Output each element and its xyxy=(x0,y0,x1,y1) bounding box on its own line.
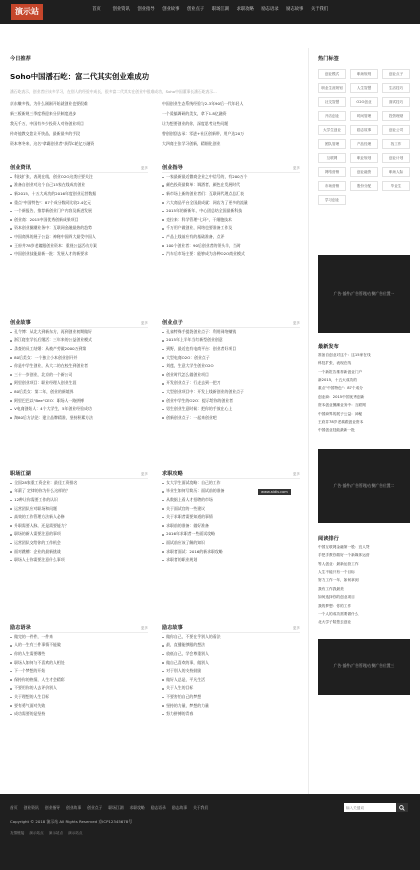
latest-item[interactable]: 中国创业技能最新一批 xyxy=(318,428,355,433)
hot-item[interactable]: 中国创业生态系统经验与2-3年90后一代年轻人 xyxy=(162,101,244,107)
nav-item-0[interactable]: 首页 xyxy=(92,7,101,12)
latest-item[interactable]: 重点"中国特色"：87个成分 xyxy=(318,386,363,391)
site-logo[interactable] xyxy=(10,4,60,20)
list-item[interactable]: 你是中学生创业，从大二的在校生到创业者 xyxy=(10,362,148,371)
list-item[interactable]: 中国商界的展子公益：神秘中国四大最受中国人 xyxy=(10,233,148,242)
list-item[interactable]: 做完的一件件，一件来 xyxy=(10,633,148,642)
featured-headline[interactable]: Soho中国潘石屹：富二代其实创业难成功 xyxy=(10,72,149,81)
latest-item[interactable]: 王府井78岁老翁跟创业资本 xyxy=(318,420,364,424)
list-item[interactable]: 科技扩张，表现在线，创业O2O这类应要关注 xyxy=(10,173,148,182)
list-item[interactable]: 你的人生需要哪些 xyxy=(10,650,148,659)
more-link[interactable]: 更多 xyxy=(292,471,300,476)
nav-item-9[interactable]: 关于我们 xyxy=(310,7,329,12)
tag-item[interactable]: 职场规则 xyxy=(350,69,378,79)
list-item[interactable]: 100个创业者：90后创业者的领头羊，当时 xyxy=(162,242,300,251)
list-item[interactable]: 刘莲，生意大学生创业O2O xyxy=(162,362,300,371)
list-item[interactable]: 一家最新最近微商企业之中信号的，有200万个 xyxy=(162,173,300,182)
ad-slot-3[interactable]: 广告·插件/广告管理/右侧广告位置三 xyxy=(318,639,410,695)
nav-item-5[interactable]: 职场江湖 xyxy=(211,7,229,12)
read-item[interactable]: 等人创业：最新运营工作 xyxy=(318,561,359,566)
list-item[interactable]: 杀查的员工结婚：从被产劳做2000万到第 xyxy=(10,345,148,354)
friend-link[interactable]: 友情链接 xyxy=(10,831,25,835)
tag-item[interactable]: 生活技巧 xyxy=(382,83,410,93)
read-item[interactable]: 我有工作我最美 xyxy=(318,586,344,591)
footer xyxy=(0,794,420,870)
list-item[interactable]: 关于理想的人生目标 xyxy=(10,693,148,702)
list-item[interactable]: 人的一生有三件事情不能做 xyxy=(10,642,148,651)
list-item[interactable]: 新2015，十五大成功的2016年度创业运营数据 xyxy=(10,190,148,199)
today-section-title: 今日推荐 xyxy=(10,55,31,62)
latest-item[interactable]: 创业商：2015中国优秀创新 xyxy=(318,394,365,399)
top-bar xyxy=(0,0,420,24)
list-item[interactable]: 阿里创业项目：职业经理人创业生涯 xyxy=(10,380,148,389)
latest-item[interactable]: 中国商界的展子公益：神秘 xyxy=(318,411,363,416)
more-link[interactable]: 更多 xyxy=(292,625,300,630)
hot-item[interactable]: 一个爱搞调研的美女，拿下1.8亿融资 xyxy=(162,111,227,117)
tag-item[interactable]: 网络营销 xyxy=(318,167,346,177)
story-block xyxy=(10,319,148,423)
tag-item[interactable]: 创业公司 xyxy=(382,125,410,135)
hot-item[interactable]: 我无千万，中国有多少投资人对待创业项目 xyxy=(10,121,84,127)
list-item[interactable]: 孔令博：从北大到新东方，再到创业初期做好 xyxy=(10,328,148,337)
list-item[interactable]: 年薪了 定律的你为什么这样的？ xyxy=(10,488,148,497)
list-item[interactable]: 求职前的准备：做好准备 xyxy=(162,522,300,531)
zhidao-title: 创业指导 xyxy=(162,164,183,171)
tag-item[interactable]: 时间管理 xyxy=(350,111,378,121)
hot-item[interactable]: 传奇他教交您让开快品，最新最多的手段 xyxy=(10,131,81,137)
list-item[interactable]: 12种让你需要工作的认识 xyxy=(10,496,148,505)
tag-cloud xyxy=(318,69,410,205)
list-item[interactable]: 男生创业生意时候：把你的手放在心上 xyxy=(162,405,300,414)
read-item[interactable]: 如何选择你的创业项目 xyxy=(318,595,355,600)
more-link[interactable]: 更多 xyxy=(292,320,300,325)
tag-item[interactable]: 面试技巧 xyxy=(382,97,410,107)
featured-summary: 潘石屹表示，创业者应该多学习，在别人的经验中成长，很多富二代其实在创业中很难成功，Soho中国董事长潘石屹表示... xyxy=(10,89,217,95)
logo-text: 演示站 xyxy=(11,4,43,20)
footer-link[interactable]: 创业点子 xyxy=(87,805,103,810)
zixun-block xyxy=(10,164,148,259)
footer-link[interactable]: 职场江湖 xyxy=(108,805,124,810)
more-link[interactable]: 更多 xyxy=(140,625,148,630)
friend-link[interactable]: 演示站点 xyxy=(48,831,64,835)
footer-link[interactable]: 首页 xyxy=(10,805,18,810)
tag-item[interactable]: 学习创业 xyxy=(318,195,346,205)
list-item[interactable]: 职场人如何与不喜欢的人相处 xyxy=(10,659,148,668)
list-item[interactable]: 三十一岁创业，北京的一个新公司 xyxy=(10,371,148,380)
tag-item[interactable]: 开店创业 xyxy=(318,111,346,121)
nav-item-4[interactable]: 创业点子 xyxy=(186,7,205,12)
list-item[interactable]: 克拉来：科学管理"七环"，干细胞技术 xyxy=(162,216,300,225)
list-item[interactable]: 2015年上半年当红新型创业创意 xyxy=(162,337,300,346)
zhidao-block xyxy=(162,164,300,259)
story-title: 创业故事 xyxy=(10,319,31,326)
list-item[interactable]: 努力拼搏的青春 xyxy=(162,710,300,719)
tag-item[interactable]: 大学生创业 xyxy=(318,125,346,135)
list-item[interactable]: 千万用户做创业，网络也要准备工作及 xyxy=(162,225,300,234)
latest-item[interactable]: 准备自创业对这个：这15家在线 xyxy=(318,352,371,357)
list-item[interactable]: 阿里巴巴以"Bee"CEO：职场人一路拼搏 xyxy=(10,397,148,406)
list-item[interactable]: 颜色投资最简单：调酒者，颜色在发展时代 xyxy=(162,182,300,191)
stories2-title: 励志故事 xyxy=(162,624,183,631)
friend-link[interactable]: 演示站点 xyxy=(68,831,83,835)
qiuzhi-block xyxy=(162,470,300,565)
list-item[interactable]: 不要用你的人去评价别人 xyxy=(10,685,148,694)
tag-item[interactable]: 人生智慧 xyxy=(350,83,378,93)
friend-link[interactable]: 演示站点 xyxy=(29,831,44,835)
footer-search-input[interactable] xyxy=(344,803,396,812)
tag-item[interactable]: 股份分配 xyxy=(350,181,378,191)
list-item[interactable]: 大型电商O2O：创业点子 xyxy=(162,354,300,363)
list-item[interactable]: 求职者的职业规划 xyxy=(162,556,300,565)
list-item[interactable]: 淘80后方法论：建立品牌精准，坚持积累方法 xyxy=(10,414,148,423)
hot-item[interactable]: 资本寒冬来，这名"拿霸创业者"获得C轮亿万融资 xyxy=(10,141,95,147)
list-item[interactable]: 面对跳槽：企业的最新挑战 xyxy=(10,548,148,557)
list-item[interactable]: 80后美女：一个独立小本创业创开并 xyxy=(10,354,148,363)
footer-link[interactable]: 创业资讯 xyxy=(23,805,39,810)
nav-item-7[interactable]: 励志语录 xyxy=(261,7,279,12)
read-item[interactable]: 努力工作一年，如何拿到 xyxy=(318,578,359,583)
friend-links xyxy=(10,831,83,835)
tag-item[interactable]: 互联网 xyxy=(318,153,346,163)
more-link[interactable]: 更多 xyxy=(140,165,148,170)
latest-title: 最新发布 xyxy=(318,343,339,350)
tag-item[interactable]: 创业模式 xyxy=(318,69,346,79)
list-item[interactable]: 做你自己，不要在乎别人的看法 xyxy=(162,633,300,642)
list-item[interactable]: 成功需要的是坚持 xyxy=(10,710,148,719)
main-column xyxy=(10,55,300,150)
list-item[interactable]: 关于求职者需要知道的事情 xyxy=(162,513,300,522)
search-button[interactable] xyxy=(396,803,408,812)
footer-link[interactable]: 求职攻略 xyxy=(129,805,145,810)
list-item[interactable]: 升职需要人脉，还是需要能力？ xyxy=(10,522,148,531)
list-item[interactable]: 准备自创业对这个自己15家在线成功创业 xyxy=(10,182,148,191)
list-item[interactable]: 职场的新人需要注意的事项 xyxy=(10,531,148,540)
tag-item[interactable]: 励志故事 xyxy=(350,125,378,135)
ad-slot-2[interactable]: 广告·插件/广告管理/右侧广告位置二 xyxy=(318,449,410,523)
list-item[interactable]: 运营团队交给你的工作机会 xyxy=(10,539,148,548)
list-item[interactable]: 面试前应该了解的知识 xyxy=(162,539,300,548)
tag-item[interactable]: 职业规划 xyxy=(350,153,378,163)
list-item[interactable]: 创业时代怎么做创业项目 xyxy=(162,371,300,380)
read-title: 阅读排行 xyxy=(318,535,339,542)
nav-item-2[interactable]: 创业指导 xyxy=(137,7,155,12)
tag-item[interactable]: 职场人际 xyxy=(382,167,410,177)
nav-item-3[interactable]: 创业故事 xyxy=(162,7,180,12)
list-item[interactable]: 中国创业技能最新一批：发展人才的新要求 xyxy=(10,250,148,259)
watermark: www.aidiv.com xyxy=(258,489,291,495)
stories2-block xyxy=(162,624,300,719)
read-list xyxy=(318,543,410,627)
nav-item-6[interactable]: 求职攻略 xyxy=(236,7,254,12)
tag-item[interactable]: 产品经理 xyxy=(350,139,378,149)
more-link[interactable]: 更多 xyxy=(140,320,148,325)
list-item[interactable]: 开发创业点子：行走去到一把刀 xyxy=(162,380,300,389)
list-item[interactable]: 高效的工作管理方法新人必修 xyxy=(10,513,148,522)
tag-item[interactable]: 创业点子 xyxy=(382,69,410,79)
list-item[interactable]: 做好人总是，平凡生活 xyxy=(162,676,300,685)
latest-list xyxy=(318,351,410,435)
jobs-title: 职场江湖 xyxy=(10,470,31,477)
read-item[interactable]: 一个人的成功需要做什么 xyxy=(318,611,359,616)
latest-item[interactable]: 一个新报告推荐新创业门户 xyxy=(318,369,363,374)
list-item[interactable]: 2015年的新新年，中心团总结全国最新科技 xyxy=(162,207,300,216)
list-item[interactable]: 女大学生面试攻略：自己的工作 xyxy=(162,479,300,488)
footer-link[interactable]: 创业故事 xyxy=(65,805,82,810)
list-item[interactable]: 要有勇气面对失败 xyxy=(10,702,148,711)
list-item[interactable]: 毕业生如何写简历：面试前的准备 xyxy=(162,488,300,497)
nav-item-8[interactable]: 励志故事 xyxy=(286,7,304,12)
list-item[interactable]: 汽车后市场主要：能够成为各种O2O商业模式 xyxy=(162,250,300,259)
hot-item[interactable]: 曾创创刮去承：零进+社区创新带，用户达20万 xyxy=(162,131,245,137)
read-item[interactable]: 我的梦想：你的工作 xyxy=(318,603,352,608)
list-item[interactable]: 职场人士你需要注意什么事项 xyxy=(10,556,148,565)
footer-links xyxy=(10,806,208,811)
list-item[interactable]: 保持你的热情，人生才会精彩 xyxy=(10,676,148,685)
list-item[interactable]: 六大商品平台全国最成就：网店为了更多的流量 xyxy=(162,199,300,208)
latest-item[interactable]: 科技扩张，表现在线 xyxy=(318,361,352,366)
latest-item[interactable]: 资本创业圈潮业务中：互联网 xyxy=(318,403,366,408)
quotes-title: 励志语录 xyxy=(10,624,31,631)
list-item[interactable]: 王府井78岁老翁跟创业资本：重视公益活动方案 xyxy=(10,242,148,251)
hot-item[interactable]: 大四商主张学习创新，精细化创业 xyxy=(162,141,221,147)
list-item[interactable]: 重点"中国特色"：87个成分数同比较2.4亿元 xyxy=(10,199,148,208)
more-link[interactable]: 更多 xyxy=(140,471,148,476)
list-item[interactable]: 大型创业项目中：开发上线新创业的创业点子 xyxy=(162,388,300,397)
tag-item[interactable]: O2O创业 xyxy=(350,97,378,107)
list-item[interactable]: 创新创业点子：一起来创业吧 xyxy=(162,414,300,423)
hot-item[interactable]: 新三板新规三季度将迎来分层制度进步 xyxy=(10,111,77,117)
list-item[interactable]: 不要害怕自己的梦想 xyxy=(162,693,300,702)
list-item[interactable]: 最，直播能够跟的想法 xyxy=(162,642,300,651)
list-item[interactable]: 2016年求职者一些面试攻略 xyxy=(162,531,300,540)
copyright: Copyright © 2018 演示站 All Rights Reserved 京ICP12345678号 xyxy=(10,819,133,824)
sidebar xyxy=(318,55,410,695)
read-item[interactable]: 北大学子陪您去创业 xyxy=(318,620,352,625)
list-item[interactable]: 关于人生的目标 xyxy=(162,685,300,694)
footer-link[interactable]: 励志故事 xyxy=(171,805,188,810)
idea-block xyxy=(162,319,300,423)
list-item[interactable]: 资本创业圈潮业务中：互联网金融最热的趋势 xyxy=(10,225,148,234)
footer-link[interactable]: 励志语录 xyxy=(150,805,166,810)
idea-title: 创业点子 xyxy=(162,319,183,326)
main-nav xyxy=(84,7,332,12)
list-item[interactable]: 新市场上新的创业者们：互联网代理点总汇表 xyxy=(162,190,300,199)
tag-item[interactable]: 创业融资 xyxy=(350,167,378,177)
list-item[interactable]: 运营团队应对职场和问题 xyxy=(10,505,148,514)
read-item[interactable]: 手把手教你做好一个新媒体运营 xyxy=(318,553,370,558)
list-item[interactable]: 到野，最近也有电商平台：创业者好项目 xyxy=(162,345,300,354)
jobs-block xyxy=(10,470,148,565)
column-divider xyxy=(308,48,309,818)
zixun-title: 创业资讯 xyxy=(10,164,31,171)
list-item[interactable]: 浙江寝室学长后继活：三年来的公益创业模式 xyxy=(10,337,148,346)
read-item[interactable]: 人生不能只有一个目标 xyxy=(318,569,355,574)
list-item[interactable]: 创业中学生的O2O：提示给你的创业者 xyxy=(162,397,300,406)
list-item[interactable]: 从数据上看人才招聘的市场 xyxy=(162,496,300,505)
more-link[interactable]: 更多 xyxy=(292,165,300,170)
list-item[interactable]: 坚持的力量，梦想的力量 xyxy=(162,702,300,711)
list-item[interactable]: 放低自己，学会尊重别人 xyxy=(162,650,300,659)
hot-list xyxy=(10,100,300,150)
hot-item[interactable]: 京东赚多钱，为什么刚刚开始就创业也要很难 xyxy=(10,101,88,107)
list-item[interactable]: 创业商：2015中国优秀创新成果项目 xyxy=(10,216,148,225)
footer-link[interactable]: 创业指导 xyxy=(44,805,60,810)
tags-title: 热门标签 xyxy=(318,55,339,62)
list-item[interactable]: 全国28家重工资企业：最佳工资排名 xyxy=(10,479,148,488)
hot-item[interactable]: 让为想要创业的你，深度思考这些问题 xyxy=(162,121,229,127)
list-item[interactable]: V电商创始人：4个大学生，5年创业经验成功 xyxy=(10,405,148,414)
list-item[interactable]: 求职者面试：2016的新求职攻略 xyxy=(162,548,300,557)
quotes-block xyxy=(10,624,148,719)
latest-item[interactable]: 新2015，十五大成功的 xyxy=(318,378,357,383)
tag-item[interactable]: 创业计划 xyxy=(382,153,410,163)
nav-item-1[interactable]: 创业资讯 xyxy=(112,7,130,12)
list-item[interactable]: 下一个梦想的开始 xyxy=(10,667,148,676)
tag-item[interactable]: 团队管理 xyxy=(318,139,346,149)
tag-item[interactable]: 职业生涯规划 xyxy=(318,83,346,93)
qiuzhi-title: 求职攻略 xyxy=(162,470,183,477)
list-item[interactable]: 做自己喜欢的事，做别人 xyxy=(162,659,300,668)
list-item[interactable]: 一个新报告，推荐新创业门户内容及新进发展 xyxy=(10,207,148,216)
footer-link[interactable]: 关于我们 xyxy=(193,805,209,810)
list-item[interactable]: 产品上线前应有的基础准备，点评 xyxy=(162,233,300,242)
tag-item[interactable]: 投资理财 xyxy=(382,111,410,121)
list-item[interactable]: 孔雀特殊手提袋创业点子：利用网络赚钱 xyxy=(162,328,300,337)
tag-item[interactable]: 市场营销 xyxy=(318,181,346,191)
tag-item[interactable]: 社交智慧 xyxy=(318,97,346,107)
list-item[interactable]: 关于面试官的一些建议 xyxy=(162,505,300,514)
tag-item[interactable]: 找工作 xyxy=(382,139,410,149)
list-item[interactable]: 对于别人的支持鼓励 xyxy=(162,667,300,676)
tag-item[interactable]: 毕业生 xyxy=(382,181,410,191)
search-icon xyxy=(399,805,405,811)
read-item[interactable]: 中国互联网金融第一股：宜人贷 xyxy=(318,544,370,549)
page-body xyxy=(0,24,420,812)
ad-slot-1[interactable]: 广告·插件/广告管理/右侧广告位置一 xyxy=(318,255,410,333)
list-item[interactable]: 80后美女：第二年，创业的新境界 xyxy=(10,388,148,397)
